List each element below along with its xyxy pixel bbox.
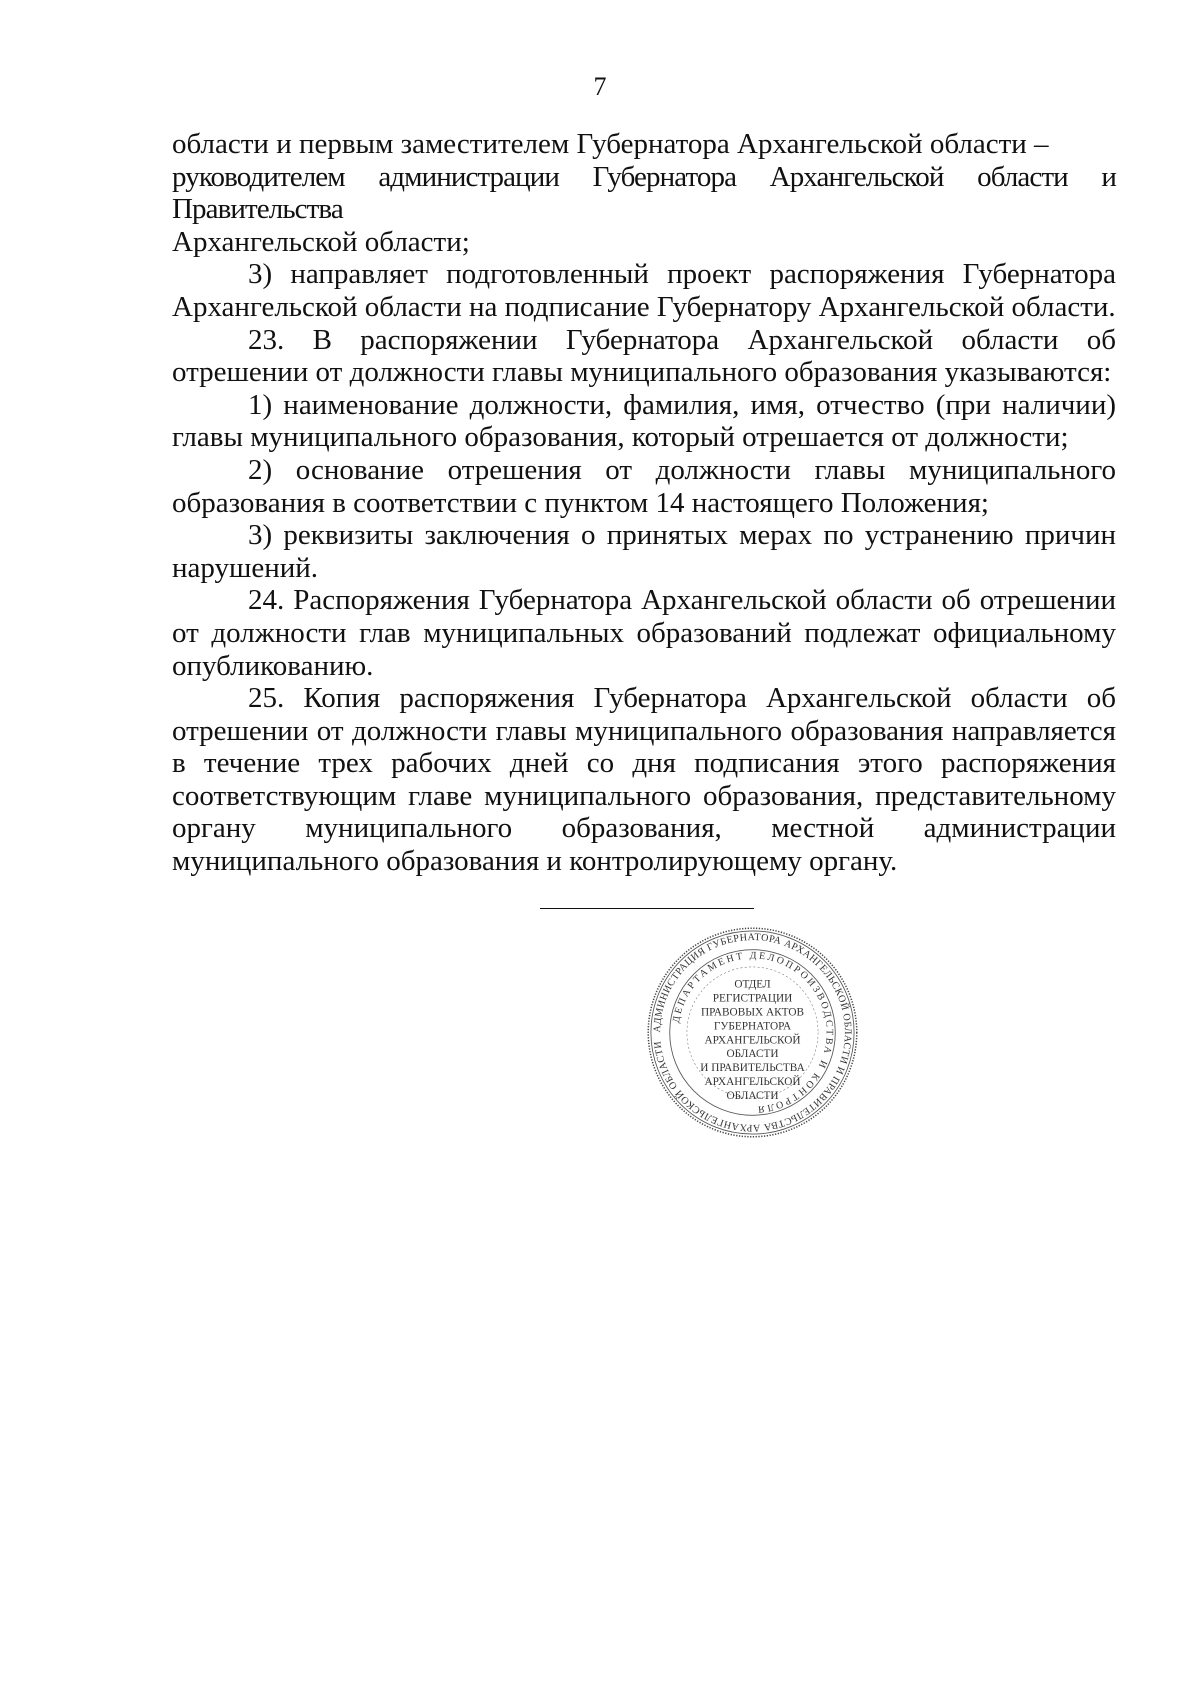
paragraph: 24. Распоряжения Губернатора Архангельской области об отрешении от должности глав муниципальных образований подлежат официальному опубликованию. <box>172 584 1116 682</box>
stamp-line: ОТДЕЛ <box>734 978 771 991</box>
paragraph: руководителем администрации Губернатора Архангельской области и Правительства <box>172 160 1116 226</box>
stamp-line: РЕГИСТРАЦИИ <box>712 992 793 1005</box>
stamp-line: ОБЛАСТИ <box>726 1048 779 1061</box>
page-number: 7 <box>593 72 607 101</box>
stamp-line: ОБЛАСТИ <box>726 1090 779 1103</box>
document-body <box>172 128 1116 878</box>
stamp-line: АРХАНГЕЛЬСКОЙ <box>704 1076 801 1089</box>
paragraph: Архангельской области; <box>172 225 470 258</box>
stamp-line: И ПРАВИТЕЛЬСТВА <box>700 1062 805 1075</box>
paragraph: 1) наименование должности, фамилия, имя, отчество (при наличии) главы муниципального образования, который отрешается от должности; <box>172 388 1116 454</box>
stamp-line: АРХАНГЕЛЬСКОЙ <box>704 1034 801 1047</box>
stamp-line: ГУБЕРНАТОРА <box>713 1020 792 1033</box>
paragraph: 3) реквизиты заключения о принятых мерах по устранению причин нарушений. <box>172 519 1116 584</box>
paragraph: 2) основание отрешения от должности главы муниципального образования в соответствии с пунктом 14 настоящего Положения; <box>172 453 1116 519</box>
stamp-inner-text: ДЕПАРТАМЕНТ ДЕЛОПРОИЗВОДСТВА И КОНТРОЛЯ <box>670 950 835 1115</box>
paragraph: 25. Копия распоряжения Губернатора Архангельской области об отрешении от должности главы муниципального образования направляется в течение трех рабочих дней со дня подписания этого распоряжения соответствующим главе муниципального образования, представительному органу муниципального образования, местной администрации муниципального образования и контролирующему органу. <box>172 682 1116 878</box>
paragraph: 3) направляет подготовленный проект распоряжения Губернатора Архангельской области на подписание Губернатору Архангельской области. <box>172 258 1116 323</box>
stamp-outer-text: АДМИНИСТРАЦИЯ ГУБЕРНАТОРА АРХАНГЕЛЬСКОЙ ОБЛАСТИ И ПРАВИТЕЛЬСТВА АРХАНГЕЛЬСКОЙ ОБЛАСТИ <box>651 932 853 1134</box>
paragraph: области и первым заместителем Губернатора Архангельской области – <box>172 128 1049 160</box>
separator-line <box>540 908 754 909</box>
official-stamp <box>645 925 860 1140</box>
stamp-line: ПРАВОВЫХ АКТОВ <box>700 1006 805 1019</box>
paragraph: 23. В распоряжении Губернатора Архангельской области об отрешении от должности главы муниципального образования указываются: <box>172 323 1116 389</box>
